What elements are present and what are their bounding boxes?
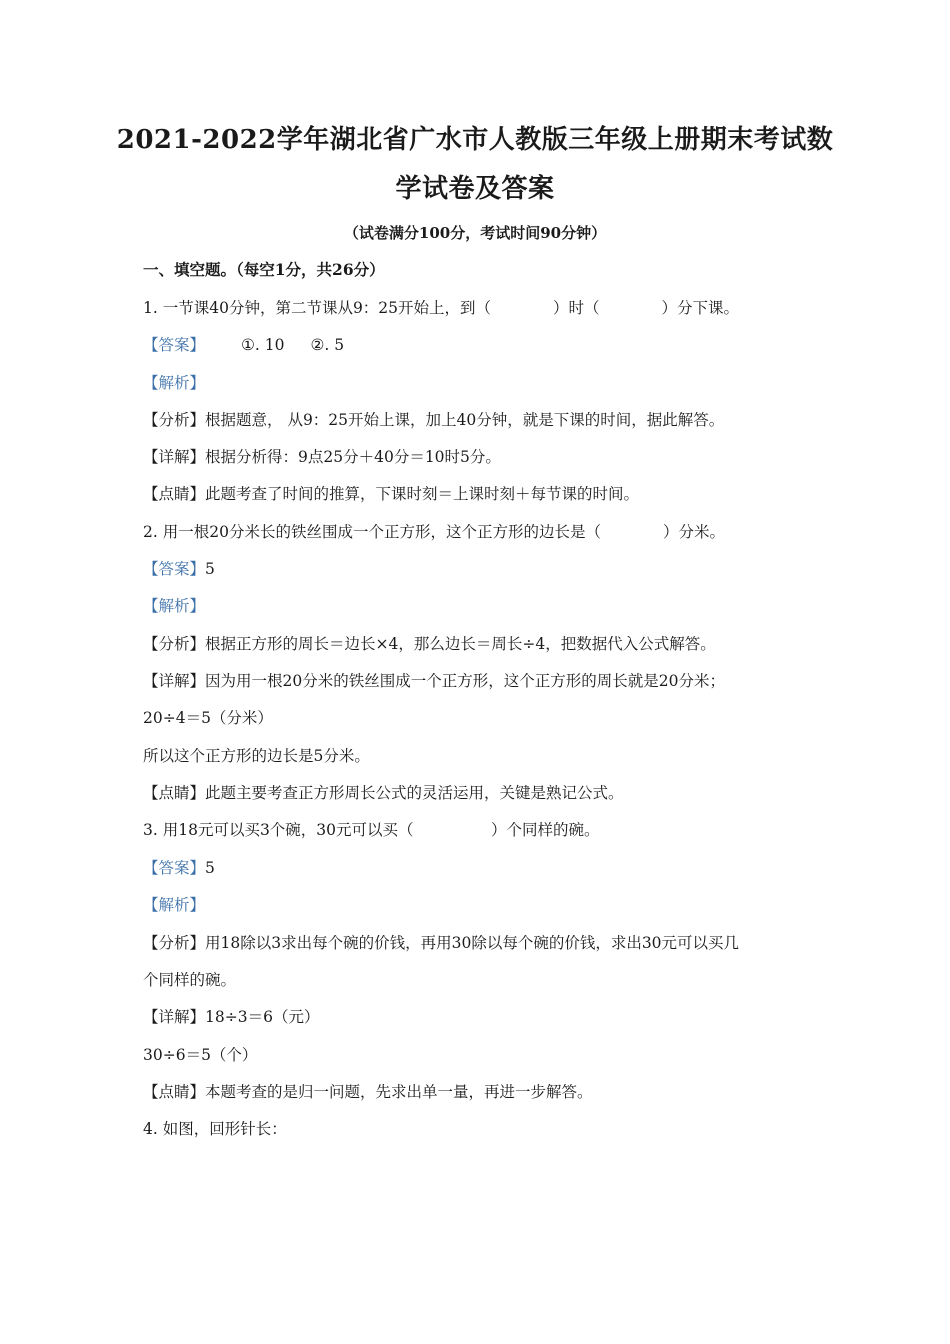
- fenxi-tag: 【分析】: [143, 934, 206, 952]
- q2-answer-line: [143, 557, 823, 581]
- analysis-tag: 【解析】: [143, 896, 206, 914]
- q3-xiangjie: [143, 1005, 823, 1029]
- document-title-line1: 2021-2022学年湖北省广水市人教版三年级上册期末考试数: [116, 125, 834, 155]
- fenxi-tag: 【分析】: [143, 635, 206, 653]
- xiangjie-tag: 【详解】: [143, 1008, 206, 1026]
- analysis-tag: 【解析】: [143, 374, 206, 392]
- answer-tag: 【答案】: [143, 560, 206, 578]
- q2-fenxi: [143, 632, 823, 656]
- q3-dianjing-text: 本题考查的是归一问题，先求出单一量，再进一步解答。: [205, 1083, 593, 1101]
- q3-dianjing: [143, 1080, 823, 1104]
- document-title-line2: 学试卷及答案: [395, 174, 555, 204]
- q1-fenxi: [143, 408, 823, 432]
- answer-tag: 【答案】: [143, 859, 206, 877]
- q3-answer-line: [143, 856, 823, 880]
- q2-answer: 5: [205, 560, 215, 578]
- q1-dianjing: [143, 482, 823, 506]
- q2-dianjing-text: 此题主要考查正方形周长公式的灵活运用，关键是熟记公式。: [205, 784, 624, 802]
- q1-fenxi-text: 根据题意， 从9：25开始上课，加上40分钟，就是下课的时间，据此解答。: [205, 411, 725, 429]
- q1-answer-1: ①. 10: [241, 336, 285, 354]
- q2-calc-line: 20÷4＝5（分米）: [143, 709, 273, 727]
- dianjing-tag: 【点睛】: [143, 784, 206, 802]
- q3-fenxi: [143, 931, 823, 955]
- question-4: 4. 如图，回形针长：: [143, 1120, 287, 1138]
- dianjing-tag: 【点睛】: [143, 485, 206, 503]
- q2-fenxi-text: 根据正方形的周长＝边长×4，那么边长＝周长÷4，把数据代入公式解答。: [205, 635, 716, 653]
- q1-dianjing-text: 此题考查了时间的推算，下课时刻＝上课时刻＋每节课的时间。: [205, 485, 640, 503]
- q1-xiangjie-text: 根据分析得：9点25分＋40分＝10时5分。: [205, 448, 501, 466]
- q1-answer-2: ②. 5: [310, 336, 345, 354]
- q1-answer-line: [143, 333, 823, 357]
- q2-conclusion: 所以这个正方形的边长是5分米。: [143, 747, 370, 765]
- analysis-tag: 【解析】: [143, 597, 206, 615]
- q3-answer: 5: [205, 859, 215, 877]
- section-heading: 一、填空题。（每空1分，共26分）: [143, 260, 385, 279]
- dianjing-tag: 【点睛】: [143, 1083, 206, 1101]
- xiangjie-tag: 【详解】: [143, 672, 206, 690]
- q3-calc-line: 30÷6＝5（个）: [143, 1046, 258, 1064]
- question-3: 3. 用18元可以买3个碗，30元可以买（ ）个同样的碗。: [143, 821, 600, 839]
- question-2: 2. 用一根20分米长的铁丝围成一个正方形，这个正方形的边长是（ ）分米。: [143, 523, 725, 541]
- q3-xiangjie-text: 18÷3＝6（元）: [205, 1008, 320, 1026]
- exam-info: （试卷满分100分，考试时间90分钟）: [343, 224, 607, 242]
- question-1: 1. 一节课40分钟，第二节课从9：25开始上，到（ ）时（ ）分下课。: [143, 299, 740, 317]
- q2-dianjing: [143, 781, 823, 805]
- answer-tag: 【答案】: [143, 336, 206, 354]
- xiangjie-tag: 【详解】: [143, 448, 206, 466]
- q3-fenxi-cont: 个同样的碗。: [143, 971, 237, 989]
- q3-fenxi-text: 用18除以3求出每个碗的价钱，再用30除以每个碗的价钱，求出30元可以买几: [205, 934, 740, 952]
- q2-xiangjie: [143, 669, 823, 693]
- fenxi-tag: 【分析】: [143, 411, 206, 429]
- q2-xiangjie-text: 因为用一根20分米的铁丝围成一个正方形，这个正方形的周长就是20分米；: [205, 672, 725, 690]
- q1-xiangjie: [143, 445, 823, 469]
